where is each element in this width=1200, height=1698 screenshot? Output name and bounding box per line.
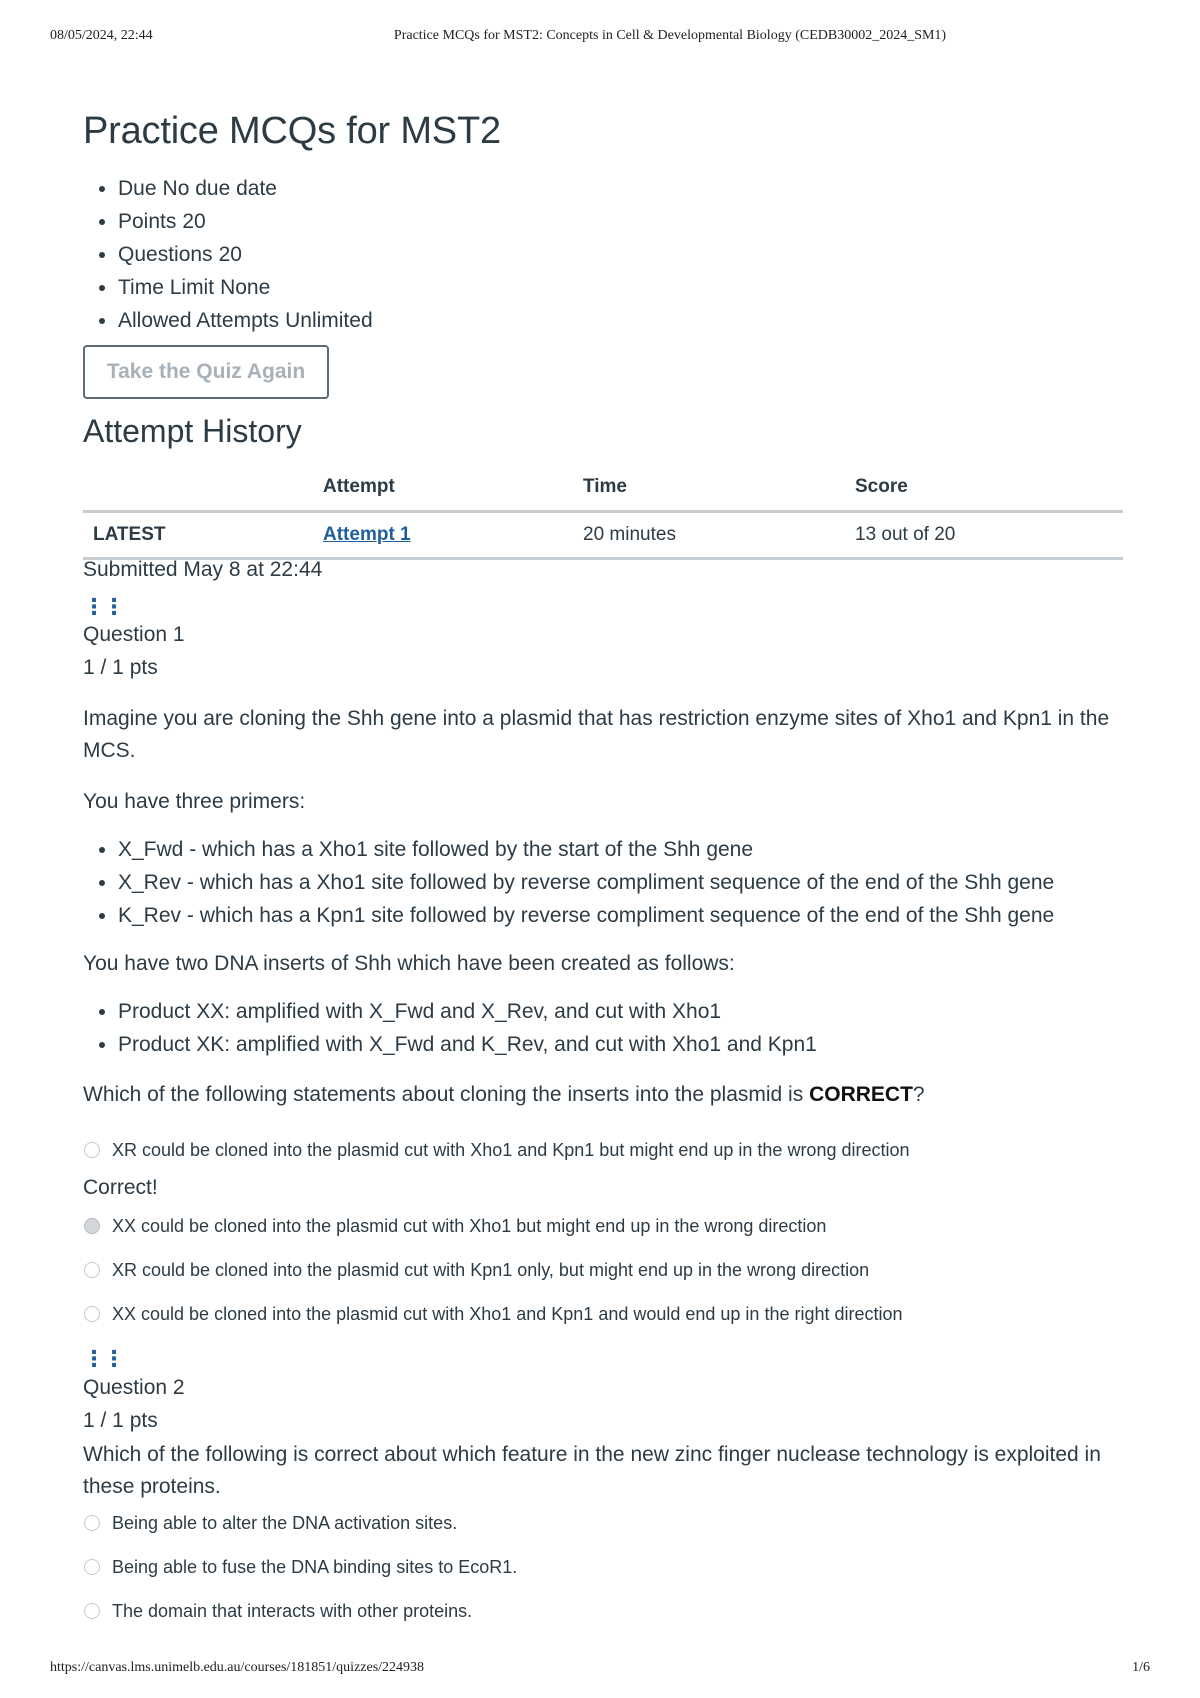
attempt-status: LATEST bbox=[83, 512, 323, 559]
print-url: https://canvas.lms.unimelb.edu.au/courses/181851/quizzes/224938 bbox=[50, 1660, 425, 1675]
header-score: Score bbox=[855, 470, 1123, 512]
list-item: • K_Rev - which has a Kpn1 site followed by reverse compliment sequence of the end of the Shh gene bbox=[118, 899, 1054, 932]
attempt-history-table bbox=[83, 470, 1123, 560]
question-2-points: 1 / 1 pts bbox=[83, 1409, 158, 1432]
quiz-details bbox=[83, 172, 373, 337]
question-1-answer-4[interactable]: XX could be cloned into the plasmid cut with Xho1 and Kpn1 and would end up in the right direction bbox=[83, 1301, 903, 1327]
detail-time-limit: • Time Limit None bbox=[118, 271, 373, 304]
correct-answer-label: Correct! bbox=[83, 1176, 158, 1199]
question-2-answer-1[interactable]: Being able to alter the DNA activation sites. bbox=[83, 1510, 457, 1536]
detail-questions: • Questions 20 bbox=[118, 238, 373, 271]
radio-button[interactable] bbox=[84, 1142, 100, 1158]
radio-button[interactable] bbox=[84, 1559, 100, 1575]
attempt-history-title: Attempt History bbox=[83, 413, 302, 449]
header-time: Time bbox=[583, 470, 855, 512]
attempt-score: 13 out of 20 bbox=[855, 512, 1123, 559]
question-2-prompt: Which of the following is correct about which feature in the new zinc finger nuclease technology is exploited in these proteins. bbox=[83, 1443, 1101, 1498]
detail-allowed-attempts: • Allowed Attempts Unlimited bbox=[118, 304, 373, 337]
print-page-number: 1/6 bbox=[1132, 1660, 1150, 1675]
question-1-answer-3[interactable]: XR could be cloned into the plasmid cut with Kpn1 only, but might end up in the wrong direction bbox=[83, 1257, 869, 1283]
page-title: Practice MCQs for MST2 bbox=[83, 110, 501, 152]
question-2-heading: Question 2 bbox=[83, 1376, 185, 1399]
question-1-intro: Imagine you are cloning the Shh gene into a plasmid that has restriction enzyme sites of Xho1 and Kpn1 in the MCS. bbox=[83, 707, 1110, 762]
question-1-inserts-intro: You have two DNA inserts of Shh which have been created as follows: bbox=[83, 952, 735, 975]
question-1-answer-2[interactable]: XX could be cloned into the plasmid cut with Xho1 but might end up in the wrong direction bbox=[83, 1213, 826, 1239]
question-2-answer-2[interactable]: Being able to fuse the DNA binding sites to EcoR1. bbox=[83, 1554, 517, 1580]
print-footer bbox=[50, 1660, 1150, 1680]
question-1-inserts-list bbox=[83, 995, 817, 1061]
submitted-timestamp: Submitted May 8 at 22:44 bbox=[83, 558, 323, 581]
radio-button[interactable] bbox=[84, 1603, 100, 1619]
question-1-heading: Question 1 bbox=[83, 623, 185, 646]
header-status bbox=[83, 470, 323, 512]
attempt-link[interactable]: Attempt 1 bbox=[323, 524, 411, 545]
list-item: • Product XX: amplified with X_Fwd and X_Rev, and cut with Xho1 bbox=[118, 995, 817, 1028]
question-1-prompt: Which of the following statements about cloning the inserts into the plasmid is CORRECT? bbox=[83, 1083, 925, 1106]
question-1-primers-intro: You have three primers: bbox=[83, 790, 306, 813]
radio-button[interactable] bbox=[84, 1306, 100, 1322]
table-header-row bbox=[83, 470, 1123, 512]
print-page-title: Practice MCQs for MST2: Concepts in Cell & Developmental Biology (CEDB30002_2024_SM1) bbox=[393, 28, 947, 43]
question-2-answer-3[interactable]: The domain that interacts with other proteins. bbox=[83, 1598, 472, 1624]
detail-points: • Points 20 bbox=[118, 205, 373, 238]
radio-button[interactable] bbox=[84, 1515, 100, 1531]
question-1-points: 1 / 1 pts bbox=[83, 656, 158, 679]
list-item: • X_Rev - which has a Xho1 site followed by reverse compliment sequence of the end of the Shh gene bbox=[118, 866, 1054, 899]
drag-handle-icon[interactable]: ⋮⋮ bbox=[83, 1346, 123, 1371]
question-1-answer-1[interactable]: XR could be cloned into the plasmid cut with Xho1 and Kpn1 but might end up in the wrong direction bbox=[83, 1137, 910, 1163]
radio-button-selected[interactable] bbox=[84, 1218, 100, 1234]
header-attempt: Attempt bbox=[323, 470, 583, 512]
list-item: • Product XK: amplified with X_Fwd and K_Rev, and cut with Xho1 and Kpn1 bbox=[118, 1028, 817, 1061]
detail-due: • Due No due date bbox=[118, 172, 373, 205]
attempt-time: 20 minutes bbox=[583, 512, 855, 559]
question-1-primers-list bbox=[83, 833, 1054, 932]
take-quiz-again-button[interactable]: Take the Quiz Again bbox=[83, 345, 329, 399]
radio-button[interactable] bbox=[84, 1262, 100, 1278]
print-datetime: 08/05/2024, 22:44 bbox=[50, 28, 153, 43]
drag-handle-icon[interactable]: ⋮⋮ bbox=[83, 594, 123, 619]
print-header bbox=[50, 28, 1150, 48]
table-row bbox=[83, 512, 1123, 559]
list-item: • X_Fwd - which has a Xho1 site followed by the start of the Shh gene bbox=[118, 833, 1054, 866]
